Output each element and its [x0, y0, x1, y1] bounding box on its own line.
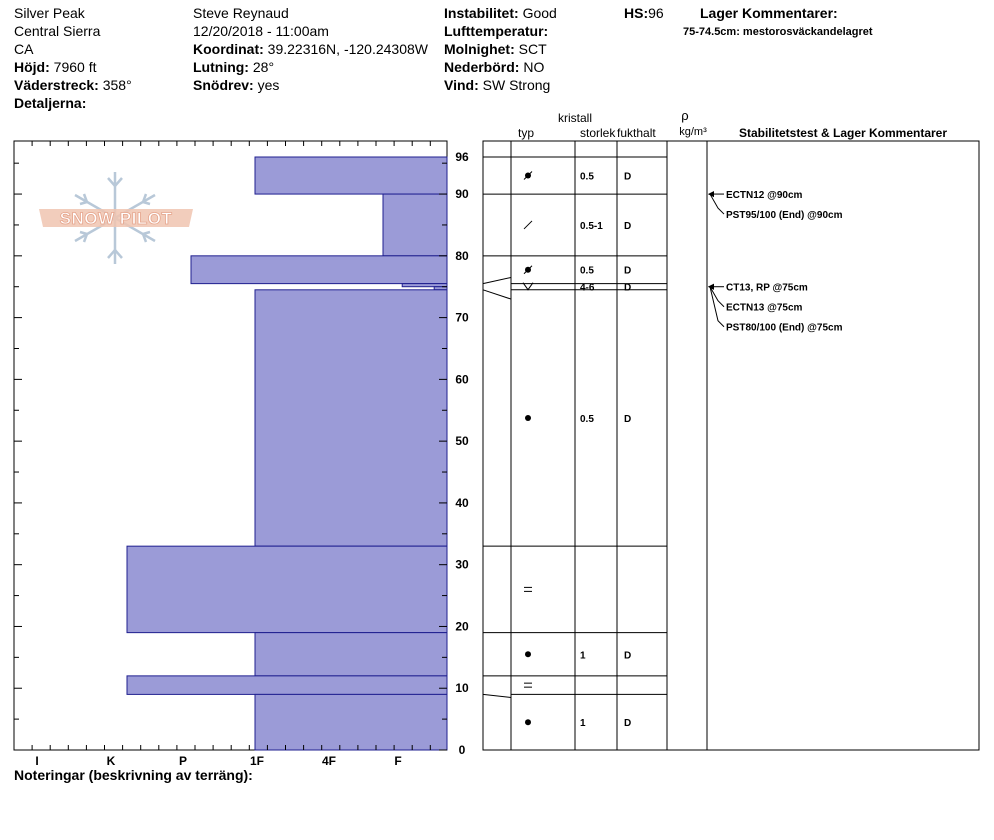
observer: Steve Reynaud [193, 5, 289, 21]
site-name: Silver Peak [14, 5, 85, 21]
grain-size-value: 0.5-1 [580, 220, 603, 232]
hardness-bar [255, 290, 447, 546]
grain-rounded-icon [525, 651, 531, 657]
precip-value: NO [523, 59, 545, 75]
depth-tick-label: 30 [455, 557, 469, 572]
hardness-tick-label: K [106, 754, 116, 768]
col-storlek: storlek [580, 126, 616, 140]
layer-comment: 75-74.5cm: mestorosväckandelagret [683, 26, 873, 38]
details-label: Detaljerna: [14, 95, 87, 111]
hardness-bar [127, 546, 447, 632]
grain-size-value: 0.5 [580, 413, 594, 425]
depth-tick-label: 0 [458, 743, 466, 757]
coordinate-label: Koordinat: [193, 41, 264, 57]
stability-test-label: ECTN13 @75cm [726, 302, 803, 314]
grain-rounded-icon [525, 415, 531, 421]
col-rho: ρ [681, 108, 689, 123]
snowpilot-logo [39, 172, 193, 264]
hs-value: 96 [648, 5, 664, 21]
col-density-unit: kg/m³ [679, 126, 707, 138]
depth-connector [483, 290, 511, 299]
depth-connector [483, 277, 511, 283]
slope-label: Lutning: [193, 59, 249, 75]
moisture-value: D [624, 650, 632, 662]
grain-size-value: 0.5 [580, 171, 594, 183]
depth-tick-label: 50 [455, 434, 469, 449]
stability-test-label: CT13, RP @75cm [726, 282, 808, 294]
stability-test-label: PST95/100 (End) @90cm [726, 210, 843, 222]
drift-label: Snödrev: [193, 77, 254, 93]
stability-tests [708, 190, 843, 334]
elevation-value: 7960 ft [53, 59, 97, 75]
test-pointer [710, 194, 724, 214]
notes-label: Noteringar (beskrivning av terräng): [14, 767, 253, 783]
coordinate-value: 39.22316N, -120.24308W [267, 41, 428, 57]
moisture-value: D [624, 220, 632, 232]
precip-label: Nederbörd: [444, 59, 520, 75]
state: CA [14, 41, 34, 57]
grain-rounded-icon [525, 719, 531, 725]
depth-tick-label: 60 [455, 372, 469, 387]
hardness-tick-label: I [35, 754, 39, 768]
moisture-value: D [624, 265, 632, 277]
wind-value: SW Strong [482, 77, 551, 93]
grain-decomposing-icon [524, 221, 532, 229]
depth-tick-label: 70 [455, 310, 469, 325]
aspect-label: Väderstreck: [14, 77, 99, 93]
sky-value: SCT [518, 41, 547, 57]
col-stability: Stabilitetstest & Lager Kommentarer [738, 126, 948, 140]
instability-value: Good [522, 5, 557, 21]
wind-label: Vind: [444, 77, 479, 93]
moisture-value: D [624, 718, 632, 730]
hardness-tick-label: F [394, 754, 402, 768]
drift-value: yes [257, 77, 280, 93]
moisture-value: D [624, 282, 632, 294]
logo-text: SNOW PILOT [59, 209, 173, 228]
col-typ: typ [517, 126, 535, 140]
moisture-value: D [624, 413, 632, 425]
slope-value: 28° [252, 59, 275, 75]
hardness-tick-label: 1F [249, 754, 265, 768]
layer-comments-label: Lager Kommentarer: [700, 5, 838, 21]
instability-label: Instabilitet: [444, 5, 519, 21]
mountain-range: Central Sierra [14, 23, 101, 39]
col-fukthalt: fukthalt [617, 126, 656, 140]
grain-size-value: 0.5 [580, 265, 594, 277]
depth-tick-label: 80 [455, 248, 469, 263]
depth-tick-label: 90 [455, 187, 469, 202]
depth-tick-label: 20 [455, 619, 469, 634]
depth-connector [483, 694, 511, 697]
grain-size-value: 1 [580, 718, 586, 730]
grain-size-value: 1 [580, 650, 586, 662]
hardness-bar [127, 676, 447, 695]
hardness-bar [255, 157, 447, 194]
hardness-bar [383, 194, 447, 256]
hardness-tick-label: P [178, 754, 188, 768]
hardness-bars [127, 157, 447, 750]
depth-tick-label: 10 [455, 681, 469, 696]
hardness-bar [255, 694, 447, 750]
airtemp-label: Lufttemperatur: [444, 23, 549, 39]
sky-label: Molnighet: [444, 41, 515, 57]
stability-test-label: PST80/100 (End) @75cm [726, 322, 843, 334]
test-pointer [710, 287, 724, 327]
aspect-value: 358° [102, 77, 132, 93]
hs-label: HS: [624, 5, 649, 21]
hardness-bar [255, 633, 447, 676]
col-kristall: kristall [557, 111, 593, 125]
hardness-tick-label: 4F [321, 754, 337, 768]
layer-table-frame [483, 141, 979, 750]
depth-tick-label: 40 [455, 495, 469, 510]
hardness-bar [191, 256, 447, 284]
moisture-value: D [624, 171, 632, 183]
grain-size-value: 4-6 [580, 282, 595, 294]
observation-datetime: 12/20/2018 - 11:00am [193, 23, 329, 39]
elevation-label: Höjd: [14, 59, 50, 75]
stability-test-label: ECTN12 @90cm [726, 190, 803, 202]
depth-tick-label: 96 [455, 150, 469, 164]
